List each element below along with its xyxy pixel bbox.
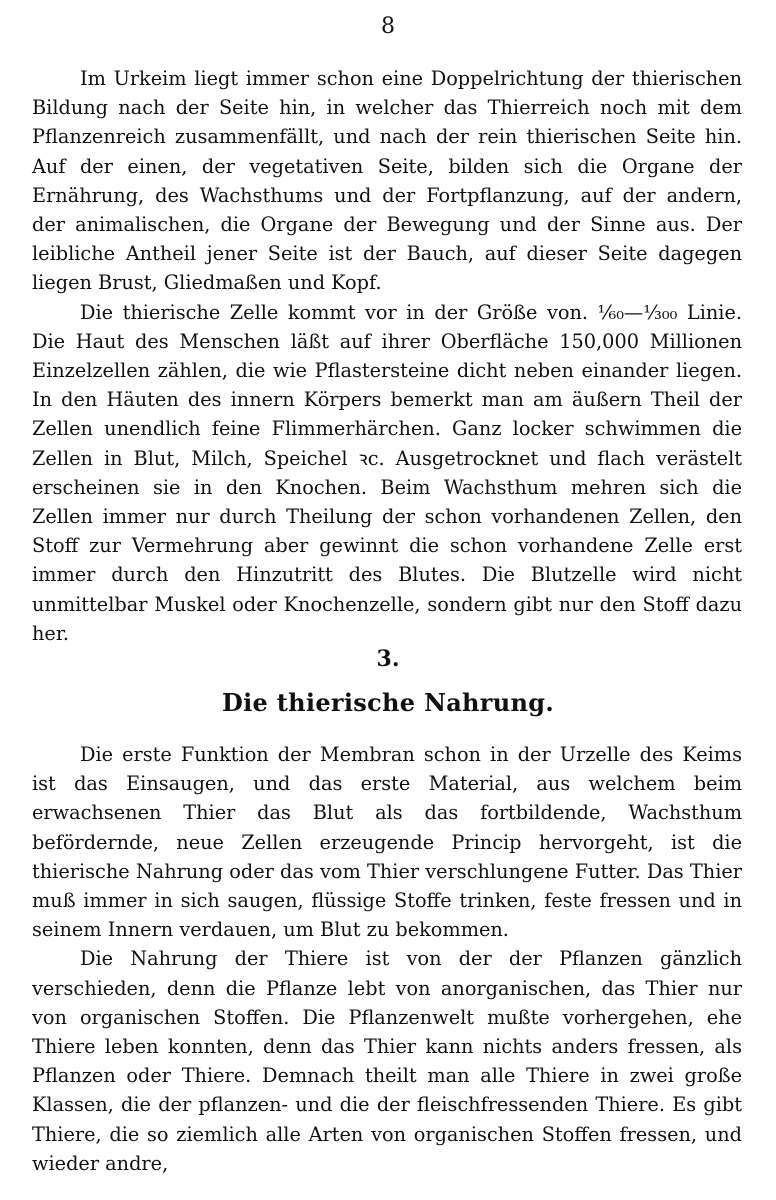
page-number: 8 [381, 14, 395, 39]
paragraph: Die thierische Zelle kommt vor in der Größe von. ¹⁄₆₀—¹⁄₃₀₀ Linie. Die Haut des Menschen läßt auf ihrer Oberfläche 150,000 Millionen Einzelzellen zählen, die wie Pflastersteine dicht neben einander liegen. In den Häuten des innern Körpers bemerkt man am äußern Theil der Zellen unendlich feine Flimmerhärchen. Ganz locker schwimmen die Zellen in Blut, Milch, Speichel ꝛc. Ausgetrocknet und flach verästelt erscheinen sie in den Knochen. Beim Wachsthum mehren sich die Zellen immer nur durch Theilung der schon vorhandenen Zellen, den Stoff zur Vermehrung aber gewinnt die schon vorhandene Zelle erst immer durch den Hinzutritt des Blutes. Die Blutzelle wird nicht unmittelbar Muskel oder Knochenzelle, sondern gibt nur den Stoff dazu her. [32, 300, 742, 645]
paragraph: Im Urkeim liegt immer schon eine Doppelrichtung der thierischen Bildung nach der Seite hin, in welcher das Thierreich noch mit dem Pflanzenreich zusammenfällt, und nach der rein thierischen Seite hin. Auf der einen, der vegetativen Seite, bilden sich die Organe der Ernährung, des Wachsthums und der Fortpflanzung, auf der andern, der animalischen, die Organe der Bewegung und der Sinne aus. Der leibliche Antheil jener Seite ist der Bauch, auf dieser Seite dagegen liegen Brust, Gliedmaßen und Kopf. [32, 67, 742, 295]
paragraph: Die Nahrung der Thiere ist von der der Pflanzen gänzlich verschieden, denn die Pflanze lebt von anorganischen, das Thier nur von organischen Stoffen. Die Pflanzenwelt mußte vorhergehen, ehe Thiere leben konnten, denn das Thier kann nichts anders fressen, als Pflanzen oder Thiere. Demnach theilt man alle Thiere in zwei große Klassen, die der pflanzen- und die der fleischfressenden Thiere. Es gibt Thiere, die so ziemlich alle Arten von organischen Stoffen fressen, und wieder andre, [32, 947, 742, 1175]
section-title: Die thierische Nahrung. [222, 688, 554, 717]
paragraph: Die erste Funktion der Membran schon in der Urzelle des Keims ist das Einsaugen, und das erste Material, aus welchem beim erwachsenen Thier das Blut als das fortbildende, Wachsthum befördernde, neue Zellen erzeugende Princip hervorgeht, ist die thierische Nahrung oder das vom Thier verschlungene Futter. Das Thier muß immer in sich saugen, flüssige Stoffe trinken, feste fressen und in seinem Innern verdauen, um Blut zu bekommen. [32, 743, 742, 942]
intro-text [32, 64, 742, 648]
section-text [32, 740, 742, 1178]
section-number: 3. [376, 646, 400, 672]
